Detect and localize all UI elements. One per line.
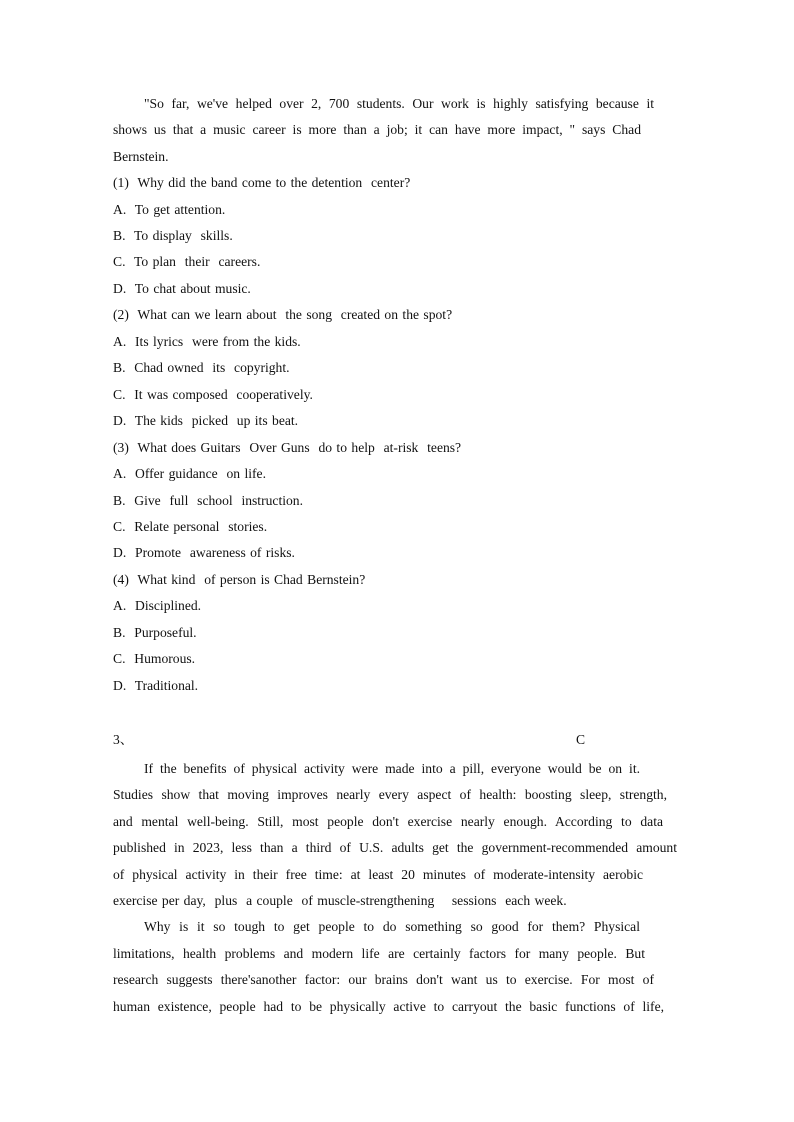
passage-c-line: of physical activity in their free time: at least 20 minutes of moderate-intensity aerobic: [113, 867, 643, 882]
passage-c-line: published in 2023, less than a third of U.S. adults get the government-recommended amount: [113, 840, 677, 855]
question-stem: (2) What can we learn about the song created on the spot?: [113, 307, 453, 322]
answer-option: D. The kids picked up its beat.: [113, 413, 299, 428]
section-letter: C: [576, 732, 586, 747]
passage-b-line: Bernstein.: [113, 149, 169, 164]
passage-c-line: and mental well-being. Still, most people don't exercise nearly enough. According to data: [113, 814, 663, 829]
passage-b-line: "So far, we've helped over 2, 700 students. Our work is highly satisfying because it: [144, 96, 654, 111]
passage-c-line: Why is it so tough to get people to do something so good for them? Physical: [144, 919, 640, 934]
answer-option: D. To chat about music.: [113, 281, 251, 296]
passage-c-line: If the benefits of physical activity were made into a pill, everyone would be on it.: [144, 761, 640, 776]
passage-c-line: research suggests there'sanother factor: our brains don't want us to exercise. For most of: [113, 972, 654, 987]
passage-c-line: limitations, health problems and modern life are certainly factors for many people. But: [113, 946, 645, 961]
answer-option: B. Chad owned its copyright.: [113, 360, 290, 375]
answer-option: A. To get attention.: [113, 202, 226, 217]
answer-option: C. Relate personal stories.: [113, 519, 268, 534]
answer-option: C. To plan their careers.: [113, 254, 261, 269]
question-stem: (4) What kind of person is Chad Bernstein?: [113, 572, 366, 587]
section-number: 3、: [113, 732, 134, 747]
answer-option: A. Its lyrics were from the kids.: [113, 334, 301, 349]
answer-option: D. Promote awareness of risks.: [113, 545, 295, 560]
answer-option: C. It was composed cooperatively.: [113, 387, 313, 402]
passage-c-line: Studies show that moving improves nearly every aspect of health: boosting sleep, strength,: [113, 787, 667, 802]
passage-c-line: exercise per day, plus a couple of muscle-strengthening sessions each week.: [113, 893, 567, 908]
answer-option: D. Traditional.: [113, 678, 199, 693]
answer-option: A. Offer guidance on life.: [113, 466, 266, 481]
answer-option: A. Disciplined.: [113, 598, 202, 613]
passage-c-line: human existence, people had to be physically active to carryout the basic functions of life,: [113, 999, 664, 1014]
answer-option: B. Purposeful.: [113, 625, 197, 640]
question-stem: (1) Why did the band come to the detention center?: [113, 175, 411, 190]
answer-option: B. Give full school instruction.: [113, 493, 303, 508]
question-stem: (3) What does Guitars Over Guns do to help at-risk teens?: [113, 440, 462, 455]
answer-option: C. Humorous.: [113, 651, 196, 666]
answer-option: B. To display skills.: [113, 228, 233, 243]
passage-b-line: shows us that a music career is more than a job; it can have more impact, " says Chad: [113, 122, 641, 137]
